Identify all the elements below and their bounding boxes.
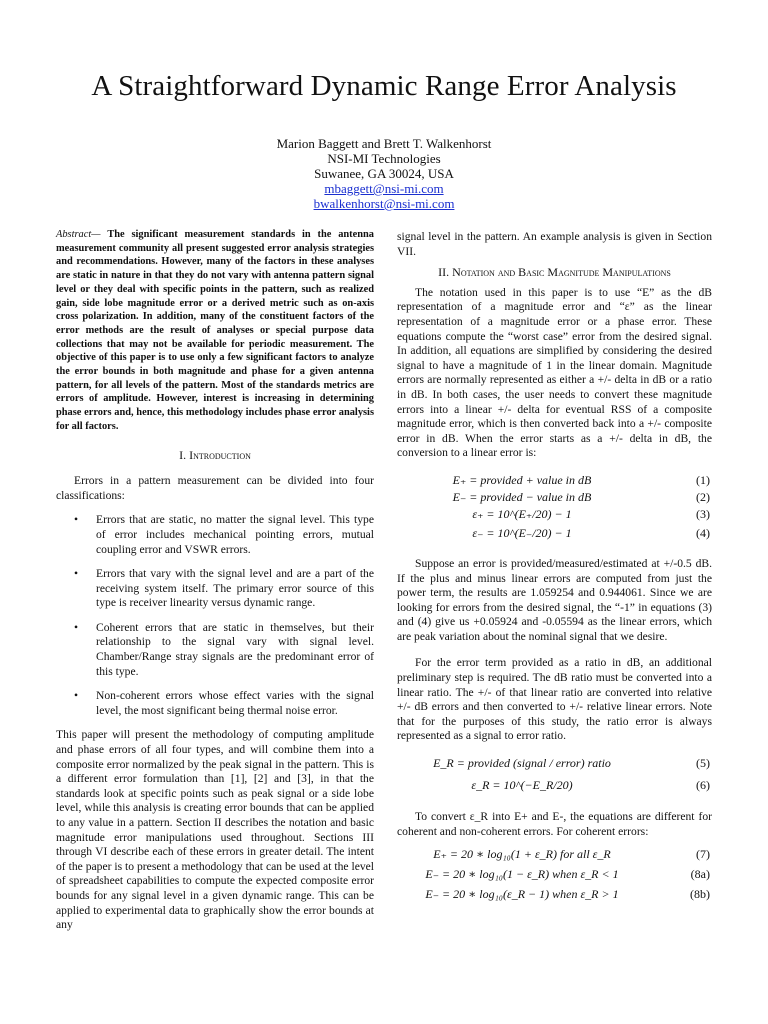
abstract-dash: — [91, 229, 108, 240]
equation-formula: E₋ = 20 ∗ log₁₀(ε_R − 1) when ε_R > 1 [425, 887, 619, 902]
equation-number: (1) [696, 472, 710, 487]
abstract [56, 228, 374, 434]
equation-number: (5) [696, 756, 710, 771]
example-paragraph: Suppose an error is provided/measured/estimated at +/-0.5 dB. If the plus and minus linear errors are computed from just the power term, the results are 1.059254 and 0.944061. Since we are looking for errors from the desired signal, the “-1” in equations (3) and (4) give us +0.05924 and -0.05594 as the linear errors, which are peak variation about the nominal signal that we desire. [397, 556, 712, 643]
equations-5-6 [397, 756, 712, 798]
author-block [0, 136, 768, 211]
equation-row [397, 756, 712, 778]
email-link-2[interactable]: bwalkenhorst@nsi-mi.com [313, 196, 455, 211]
equation-formula: ε₋ = 10^(E₋/20) − 1 [472, 525, 572, 540]
equation-number: (6) [696, 778, 710, 793]
equation-row [397, 847, 712, 867]
author-names: Marion Baggett and Brett T. Walkenhorst [276, 136, 492, 151]
equation-formula: E_R = provided (signal / error) ratio [433, 756, 611, 771]
intro-paragraph: Errors in a pattern measurement can be divided into four classifications: [56, 474, 374, 502]
equation-formula: E₋ = provided − value in dB [452, 489, 592, 504]
equation-number: (7) [696, 847, 710, 862]
methodology-paragraph: This paper will present the methodology of computing amplitude and phase errors of all four types, and will combine them into a composite error normalized by the peak signal in the pattern. This is a different error formulation than [1], [2] and [3], in that the standards look at specific points such as peak signal or a side lobe level, while this analysis is creating error bounds that can be applied to any value in a pattern. Section II describes the notation and basic magnitude error manipulations used throughout. Sections III through VI describe each of these errors in greater detail. The intent of the paper is to present a methodology that can be used at the level of spreadsheet capabilities to compute the expected composite error bounds for any signal level in a given dynamic range. This can be applied to experimental data to graphically show the error bounds at any [56, 728, 374, 932]
equation-row [397, 778, 712, 798]
list-item: • Non-coherent errors whose effect varies with the signal level, the most significant being thermal noise error. [56, 689, 374, 718]
equation-number: (2) [696, 489, 710, 504]
equation-row [397, 473, 712, 490]
paper-title: A Straightforward Dynamic Range Error Analysis [91, 70, 677, 102]
equation-number: (8a) [690, 867, 710, 882]
author-address: Suwanee, GA 30024, USA [314, 166, 454, 181]
list-item: • Errors that vary with the signal level and are a part of the receiving system itself. The primary error source of this type is receiver linearity versus dynamic range. [56, 567, 374, 611]
continued-paragraph: signal level in the pattern. An example analysis is given in Section VII. [397, 230, 712, 258]
equation-row [397, 887, 712, 907]
equations-7-8 [397, 847, 712, 907]
equations-1-4 [397, 473, 712, 545]
author-org: NSI-MI Technologies [327, 151, 441, 166]
notation-paragraph: The notation used in this paper is to use “E” as the dB representation of a magnitude error and “ε” as the linear representation of a magnitude error or a phase error. These equations compute the “worst case” error from the desired signal. In addition, all equations are simplified by considering the desired signal to have a magnitude of 1 in the linear domain. Magnitude errors are normally represented as either a +/- delta in dB or a ratio in dB. In both cases, the user needs to convert these magnitude errors into a linear +/- delta for eventual RSS of a composite magnitude error, which is then converted back into a +/- composite error in dB. When the error starts as a +/- delta in dB, the conversion to a linear error is: [397, 285, 712, 460]
equation-formula: E₊ = provided + value in dB [452, 472, 592, 487]
equation-formula: E₊ = 20 ∗ log₁₀(1 + ε_R) for all ε_R [433, 847, 611, 862]
abstract-label: Abstract [56, 229, 92, 240]
equation-row [397, 867, 712, 887]
abstract-text: The significant measurement standards in the antenna measurement community all present suggested error analysis strategies and recommendations. However, many of the factors in these analyses are static in nature in that they do not vary with antenna pattern signal level or they deal with specific points in the pattern, such as realized gain, side lobe magnitude error or a derived metric such as on-axis cross polarization. In addition, many of the constituent factors of the error methods are the result of analyses or special purpose data collections that may not be available for periodic measurement. The objective of this paper is to use only a few significant factors to analyze the error bounds in both magnitude and phase for a given antenna pattern, for all levels of the pattern. Most of the standards metrics are errors of amplitude. However, interest is increasing in determining phase errors and, hence, this methodology includes phase error analysis for all factors. [56, 229, 375, 432]
list-item: • Coherent errors that are static in themselves, but their relationship to the signal vary with signal level. Chamber/Range stray signals are the predominant error of this type. [56, 621, 374, 679]
section-2-heading: II. Notation and Basic Magnitude Manipulations [438, 265, 671, 280]
equation-number: (8b) [690, 887, 710, 902]
conversion-paragraph: To convert ε_R into E+ and E-, the equations are different for coherent and non-coherent errors. For coherent errors: [397, 810, 712, 838]
equation-row [397, 490, 712, 507]
equation-row [397, 526, 712, 545]
section-1-heading: I. Introduction [179, 447, 251, 462]
list-item: • Errors that are static, no matter the signal level. This type of error includes mechanical pointing errors, mutual coupling error and VSWR errors. [56, 513, 374, 557]
equation-formula: E₋ = 20 ∗ log₁₀(1 − ε_R) when ε_R < 1 [425, 867, 619, 882]
ratio-paragraph: For the error term provided as a ratio in dB, an additional preliminary step is required. The dB ratio must be converted into a linear ratio. The +/- of that linear ratio are converted into relative +/- dB errors and then converted to +/- relative linear errors. Note that for the purposes of this study, the ratio error is always represented as a signal to error ratio. [397, 656, 712, 743]
equation-formula: ε₊ = 10^(E₊/20) − 1 [472, 506, 572, 521]
right-column [397, 230, 712, 919]
error-classification-list [56, 513, 374, 718]
equation-formula: ε_R = 10^(−E_R/20) [471, 778, 573, 793]
equation-number: (4) [696, 525, 710, 540]
equation-row [397, 507, 712, 526]
email-link-1[interactable]: mbaggett@nsi-mi.com [324, 181, 444, 196]
equation-number: (3) [696, 506, 710, 521]
left-column [56, 228, 374, 933]
